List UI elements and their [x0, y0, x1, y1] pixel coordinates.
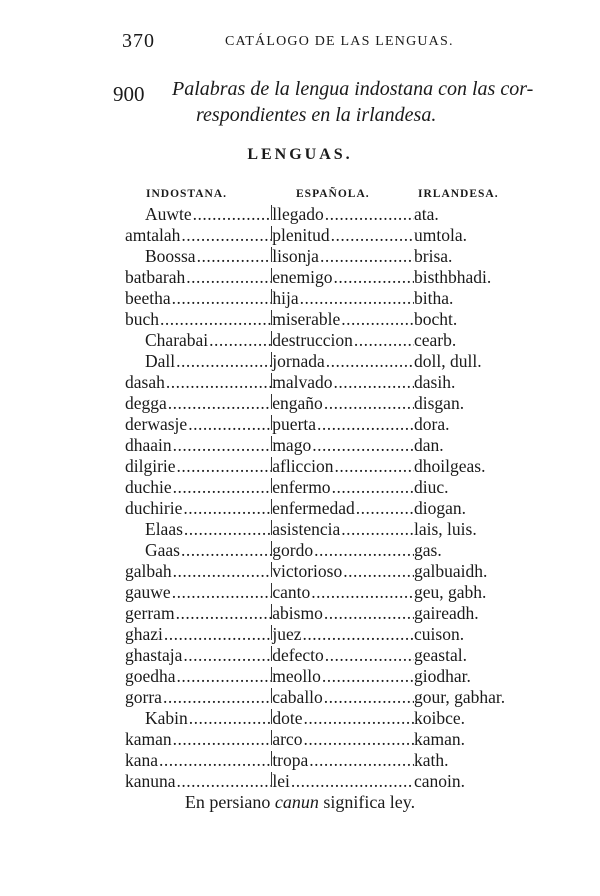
leader-dots [302, 624, 415, 645]
word-irlandesa: kath. [414, 750, 449, 770]
section-title-line-1: Palabras de la lengua indostana con las cor- [172, 78, 534, 100]
leader-dots [353, 330, 414, 351]
table-row [0, 393, 600, 414]
leader-dots [208, 330, 271, 351]
word-espanola: enfermo [272, 477, 331, 497]
cell-indostana [125, 330, 271, 351]
word-espanola: lei [272, 771, 290, 791]
cell-indostana [125, 246, 271, 267]
word-indostana: dasah [125, 372, 165, 392]
cell-indostana [125, 372, 271, 393]
cell-espanola [271, 624, 414, 645]
cell-espanola [271, 204, 414, 225]
cell-irlandesa [414, 687, 534, 708]
cell-espanola [271, 603, 414, 624]
cell-irlandesa [414, 582, 534, 603]
word-indostana: Elaas [145, 519, 183, 539]
word-indostana: Dall [145, 351, 176, 371]
word-irlandesa: geastal. [414, 645, 467, 665]
leader-dots [333, 372, 414, 393]
cell-indostana [125, 414, 271, 435]
word-irlandesa: canoin. [414, 771, 466, 791]
word-espanola: afliccion [272, 456, 334, 476]
word-indostana: derwasje [125, 414, 188, 434]
word-espanola: miserable [272, 309, 341, 329]
cell-irlandesa [414, 603, 534, 624]
cell-indostana [125, 309, 271, 330]
footnote [0, 792, 600, 813]
cell-espanola [271, 246, 414, 267]
cell-indostana [125, 624, 271, 645]
cell-indostana [125, 519, 271, 540]
table-row [0, 288, 600, 309]
cell-espanola [271, 666, 414, 687]
cell-irlandesa [414, 456, 534, 477]
word-indostana: Auwte [145, 204, 192, 224]
cell-espanola [271, 225, 414, 246]
word-indostana: dilgirie [125, 456, 176, 476]
word-espanola: victorioso [272, 561, 343, 581]
cell-indostana [125, 351, 271, 372]
cell-irlandesa [414, 477, 534, 498]
word-irlandesa: ata. [414, 204, 439, 224]
word-espanola: destruccion [272, 330, 353, 350]
word-irlandesa: umtola. [414, 225, 467, 245]
word-espanola: mago [272, 435, 312, 455]
cell-espanola [271, 288, 414, 309]
leader-dots [176, 771, 271, 792]
leader-dots [159, 309, 271, 330]
page-number: 370 [122, 30, 155, 52]
leader-dots [176, 666, 271, 687]
word-indostana: kaman [125, 729, 172, 749]
cell-irlandesa [414, 708, 534, 729]
column-header-indostana: INDOSTANA. [146, 188, 228, 200]
cell-indostana [125, 498, 271, 519]
word-indostana: duchirie [125, 498, 183, 518]
table-row [0, 435, 600, 456]
leader-dots [171, 288, 271, 309]
word-espanola: plenitud [272, 225, 330, 245]
leader-dots [323, 603, 414, 624]
word-espanola: puerta [272, 414, 317, 434]
leader-dots [171, 582, 271, 603]
word-irlandesa: gas. [414, 540, 442, 560]
word-espanola: meollo [272, 666, 321, 686]
table-row [0, 267, 600, 288]
cell-indostana [125, 288, 271, 309]
leader-dots [342, 561, 414, 582]
footnote-emphasis: canun [274, 792, 319, 812]
table-row [0, 519, 600, 540]
leader-dots [192, 204, 271, 225]
cell-indostana [125, 645, 271, 666]
cell-indostana [125, 771, 271, 792]
cell-espanola [271, 372, 414, 393]
word-indostana: gauwe [125, 582, 171, 602]
footnote-text-before: En persiano [184, 792, 275, 812]
word-espanola: dote [272, 708, 303, 728]
word-indostana: ghazi [125, 624, 163, 644]
word-indostana: gerram [125, 603, 175, 623]
cell-espanola [271, 645, 414, 666]
word-irlandesa: doll, dull. [414, 351, 482, 371]
word-indostana: galbah [125, 561, 172, 581]
table-row [0, 330, 600, 351]
word-indostana: goedha [125, 666, 176, 686]
word-indostana: kana [125, 750, 159, 770]
cell-espanola [271, 582, 414, 603]
cell-irlandesa [414, 309, 534, 330]
word-espanola: tropa [272, 750, 309, 770]
leader-dots [162, 687, 271, 708]
table-row [0, 729, 600, 750]
word-indostana: amtalah [125, 225, 181, 245]
cell-espanola [271, 309, 414, 330]
cell-indostana [125, 540, 271, 561]
word-espanola: lisonja [272, 246, 319, 266]
word-indostana: batbarah [125, 267, 186, 287]
cell-irlandesa [414, 666, 534, 687]
column-header-espanola: ESPAÑOLA. [296, 188, 370, 200]
word-espanola: llegado [272, 204, 324, 224]
leader-dots [330, 225, 414, 246]
leader-dots [290, 771, 414, 792]
running-head [0, 24, 600, 54]
word-espanola: juez [272, 624, 302, 644]
leader-dots [323, 393, 414, 414]
cell-indostana [125, 393, 271, 414]
table-row [0, 351, 600, 372]
table-row [0, 498, 600, 519]
word-irlandesa: bitha. [414, 288, 454, 308]
word-espanola: jornada [272, 351, 325, 371]
word-irlandesa: bisthbhadi. [414, 267, 492, 287]
leader-dots [172, 435, 271, 456]
cell-espanola [271, 519, 414, 540]
word-indostana: dhaain [125, 435, 172, 455]
cell-irlandesa [414, 519, 534, 540]
cell-irlandesa [414, 288, 534, 309]
table-row [0, 561, 600, 582]
cell-espanola [271, 456, 414, 477]
cell-irlandesa [414, 204, 534, 225]
cell-espanola [271, 330, 414, 351]
cell-espanola [271, 393, 414, 414]
table-row [0, 624, 600, 645]
leader-dots [299, 288, 414, 309]
word-irlandesa: lais, luis. [414, 519, 477, 539]
word-irlandesa: koibce. [414, 708, 466, 728]
word-table [0, 204, 600, 792]
subheading: LENGUAS. [247, 146, 353, 163]
leader-dots [180, 540, 271, 561]
word-espanola: malvado [272, 372, 333, 392]
cell-espanola [271, 708, 414, 729]
cell-espanola [271, 477, 414, 498]
word-irlandesa: diogan. [414, 498, 467, 518]
word-indostana: kanuna [125, 771, 176, 791]
cell-irlandesa [414, 645, 534, 666]
cell-irlandesa [414, 351, 534, 372]
word-indostana: duchie [125, 477, 172, 497]
cell-irlandesa [414, 393, 534, 414]
table-row [0, 750, 600, 771]
leader-dots [316, 414, 414, 435]
leader-dots [176, 456, 271, 477]
word-irlandesa: kaman. [414, 729, 466, 749]
table-row [0, 771, 600, 792]
leader-dots [311, 435, 414, 456]
cell-irlandesa [414, 267, 534, 288]
word-irlandesa: bocht. [414, 309, 458, 329]
section-title-line-2: respondientes en la irlandesa. [196, 104, 437, 126]
cell-espanola [271, 687, 414, 708]
cell-indostana [125, 687, 271, 708]
cell-irlandesa [414, 498, 534, 519]
column-headers [0, 188, 600, 204]
word-indostana: ghastaja [125, 645, 183, 665]
cell-indostana [125, 729, 271, 750]
leader-dots [182, 498, 271, 519]
leader-dots [175, 351, 271, 372]
leader-dots [187, 414, 271, 435]
leader-dots [324, 204, 414, 225]
cell-irlandesa [414, 771, 534, 792]
leader-dots [172, 729, 271, 750]
cell-indostana [125, 435, 271, 456]
word-irlandesa: brisa. [414, 246, 453, 266]
table-row [0, 603, 600, 624]
section-number: 900 [113, 82, 145, 106]
table-row [0, 456, 600, 477]
word-espanola: canto [272, 582, 311, 602]
word-irlandesa: dasih. [414, 372, 456, 392]
leader-dots [167, 393, 271, 414]
leader-dots [331, 477, 414, 498]
word-espanola: enfermedad [272, 498, 355, 518]
leader-dots [183, 519, 271, 540]
leader-dots [324, 645, 414, 666]
cell-indostana [125, 561, 271, 582]
table-row [0, 582, 600, 603]
cell-indostana [125, 267, 271, 288]
leader-dots [180, 225, 271, 246]
word-espanola: caballo [272, 687, 323, 707]
leader-dots [313, 540, 414, 561]
leader-dots [321, 666, 414, 687]
word-espanola: enemigo [272, 267, 333, 287]
table-row [0, 645, 600, 666]
leader-dots [355, 498, 414, 519]
cell-irlandesa [414, 246, 534, 267]
leader-dots [323, 687, 414, 708]
cell-espanola [271, 498, 414, 519]
cell-irlandesa [414, 561, 534, 582]
word-indostana: buch [125, 309, 160, 329]
cell-indostana [125, 750, 271, 771]
leader-dots [340, 309, 414, 330]
leader-dots [333, 267, 414, 288]
word-irlandesa: geu, gabh. [414, 582, 487, 602]
word-espanola: engaño [272, 393, 323, 413]
leader-dots [188, 708, 271, 729]
leader-dots [163, 624, 271, 645]
table-row [0, 309, 600, 330]
cell-indostana [125, 456, 271, 477]
table-row [0, 204, 600, 225]
word-irlandesa: dan. [414, 435, 444, 455]
word-irlandesa: galbuaidh. [414, 561, 488, 581]
leader-dots [175, 603, 271, 624]
cell-espanola [271, 729, 414, 750]
cell-irlandesa [414, 624, 534, 645]
cell-indostana [125, 582, 271, 603]
cell-espanola [271, 771, 414, 792]
word-indostana: Charabai [145, 330, 209, 350]
leader-dots [310, 582, 414, 603]
cell-irlandesa [414, 330, 534, 351]
table-row [0, 708, 600, 729]
table-row [0, 687, 600, 708]
cell-espanola [271, 267, 414, 288]
word-irlandesa: cuison. [414, 624, 465, 644]
leader-dots [185, 267, 271, 288]
word-espanola: abismo [272, 603, 323, 623]
table-row [0, 246, 600, 267]
table-row [0, 372, 600, 393]
word-indostana: beetha [125, 288, 171, 308]
footnote-text-after: significa ley. [318, 792, 416, 812]
word-espanola: asistencia [272, 519, 341, 539]
cell-espanola [271, 435, 414, 456]
word-indostana: Kabin [145, 708, 188, 728]
table-row [0, 477, 600, 498]
leader-dots [172, 561, 271, 582]
word-irlandesa: gour, gabhar. [414, 687, 506, 707]
cell-irlandesa [414, 729, 534, 750]
word-espanola: defecto [272, 645, 324, 665]
leader-dots [340, 519, 414, 540]
leader-dots [308, 750, 414, 771]
cell-indostana [125, 477, 271, 498]
cell-indostana [125, 666, 271, 687]
leader-dots [165, 372, 271, 393]
word-espanola: hija [272, 288, 299, 308]
word-indostana: Gaas [145, 540, 180, 560]
leader-dots [319, 246, 414, 267]
cell-espanola [271, 540, 414, 561]
table-row [0, 225, 600, 246]
table-row [0, 414, 600, 435]
leader-dots [333, 456, 414, 477]
cell-indostana [125, 225, 271, 246]
word-irlandesa: dhoilgeas. [414, 456, 486, 476]
cell-irlandesa [414, 372, 534, 393]
word-irlandesa: dora. [414, 414, 450, 434]
word-irlandesa: disgan. [414, 393, 465, 413]
cell-irlandesa [414, 435, 534, 456]
cell-espanola [271, 750, 414, 771]
leader-dots [196, 246, 271, 267]
cell-espanola [271, 351, 414, 372]
word-espanola: arco [272, 729, 303, 749]
cell-irlandesa [414, 750, 534, 771]
word-irlandesa: gaireadh. [414, 603, 479, 623]
leader-dots [325, 351, 414, 372]
word-indostana: gorra [125, 687, 162, 707]
table-row [0, 540, 600, 561]
word-espanola: gordo [272, 540, 314, 560]
word-irlandesa: diuc. [414, 477, 449, 497]
word-irlandesa: cearb. [414, 330, 457, 350]
cell-espanola [271, 561, 414, 582]
cell-espanola [271, 414, 414, 435]
leader-dots [158, 750, 271, 771]
cell-indostana [125, 708, 271, 729]
table-row [0, 666, 600, 687]
cell-indostana [125, 603, 271, 624]
cell-irlandesa [414, 540, 534, 561]
leader-dots [172, 477, 271, 498]
leader-dots [182, 645, 271, 666]
column-header-irlandesa: IRLANDESA. [418, 188, 499, 200]
running-title: CATÁLOGO DE LAS LENGUAS. [225, 34, 454, 49]
word-indostana: degga [125, 393, 167, 413]
word-irlandesa: giodhar. [414, 666, 471, 686]
cell-irlandesa [414, 414, 534, 435]
leader-dots [302, 729, 414, 750]
cell-irlandesa [414, 225, 534, 246]
cell-indostana [125, 204, 271, 225]
word-indostana: Boossa [145, 246, 196, 266]
leader-dots [302, 708, 414, 729]
